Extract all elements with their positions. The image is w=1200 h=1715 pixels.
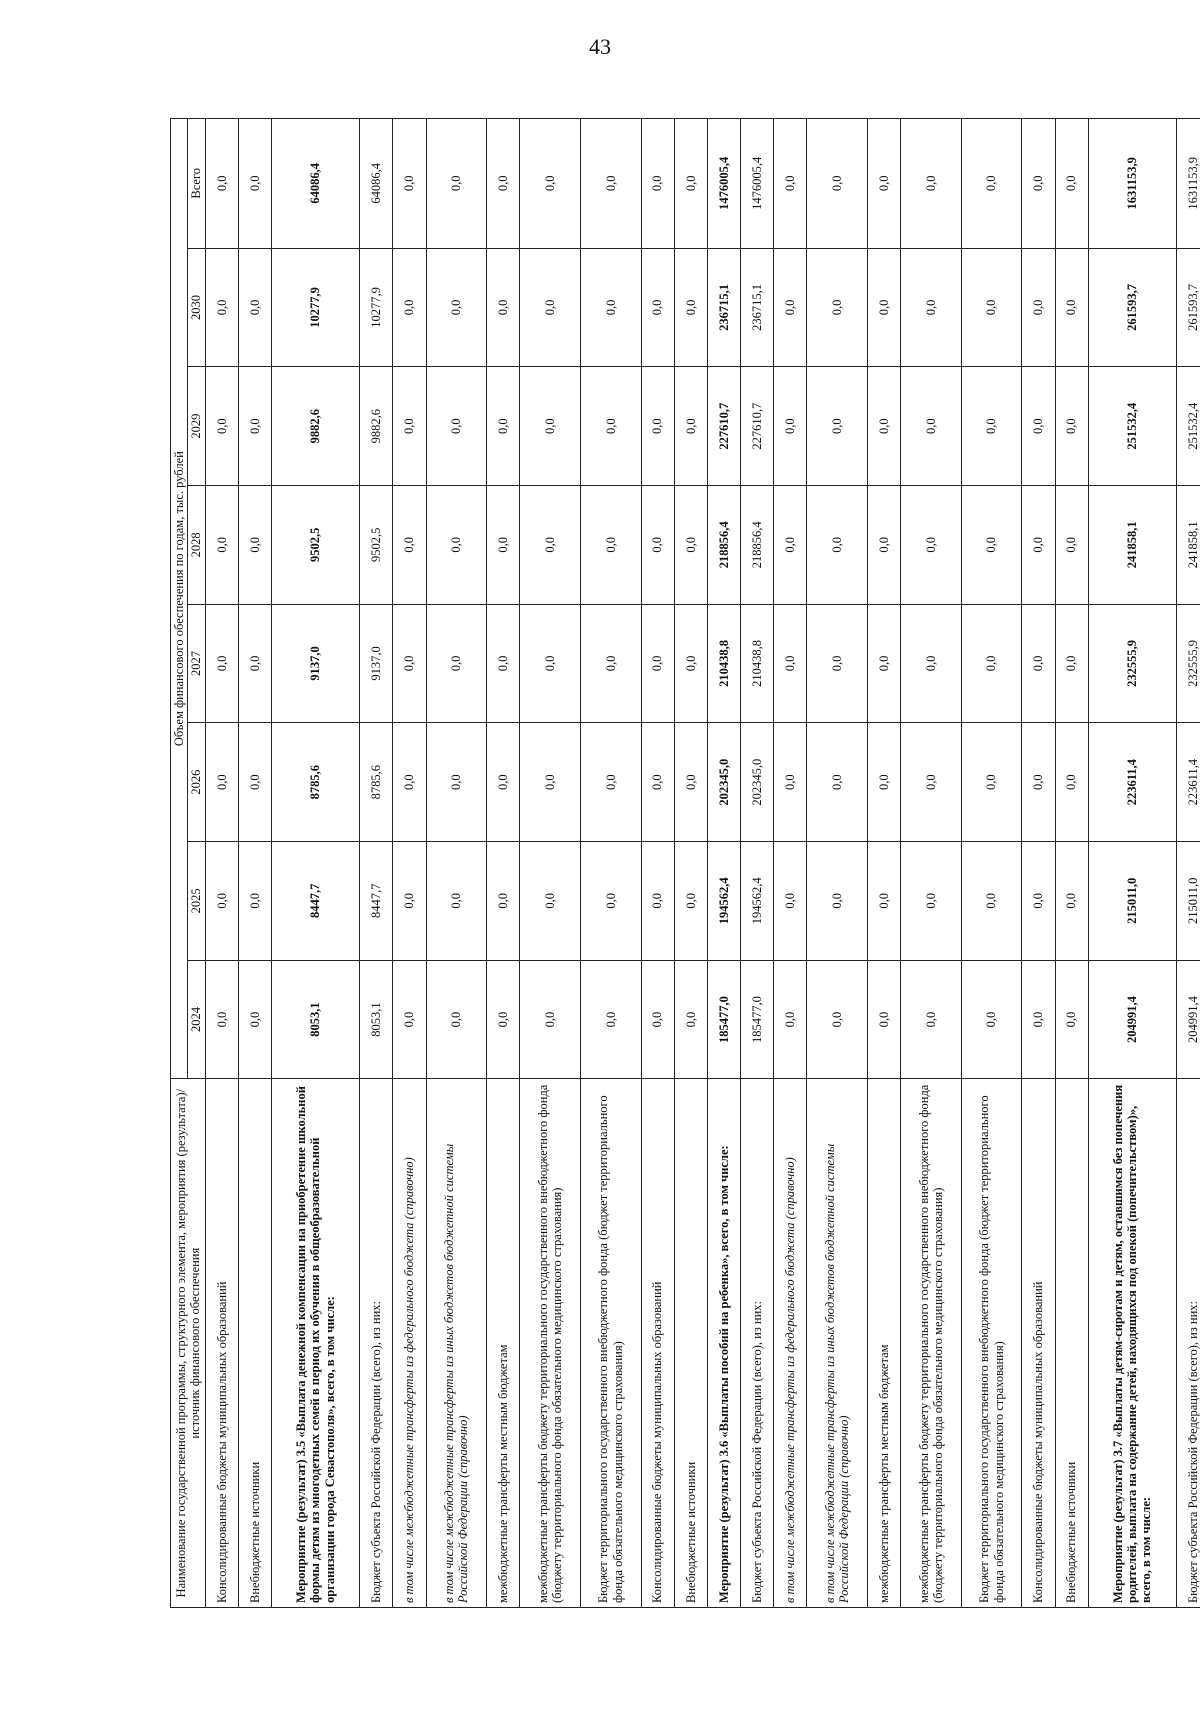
row-label: Консолидированные бюджеты муниципальных образований xyxy=(1022,1079,1055,1608)
row-value-cell: 10277,9 xyxy=(272,248,360,367)
row-total-cell: 0,0 xyxy=(426,119,487,249)
row-value-cell: 241858,1 xyxy=(1176,485,1200,604)
row-value-cell: 223611,4 xyxy=(1088,723,1176,842)
table-row xyxy=(707,119,740,1608)
row-label: Консолидированные бюджеты муниципальных образований xyxy=(641,1079,674,1608)
row-value-cell: 204991,4 xyxy=(1176,960,1200,1079)
row-total-cell: 0,0 xyxy=(774,119,807,249)
row-label: Мероприятие (результат) 3.5 «Выплата денежной компенсации на приобретение школьной формы детям из многодетных семей в период их обучения в общеобразовательной организации города Севастополя», всего, в том числе: xyxy=(272,1079,360,1608)
row-total-cell: 0,0 xyxy=(1055,119,1088,249)
row-value-cell: 210438,8 xyxy=(707,604,740,723)
row-value-cell: 0,0 xyxy=(867,841,900,960)
row-value-cell: 0,0 xyxy=(238,485,271,604)
row-value-cell: 8785,6 xyxy=(272,723,360,842)
row-total-cell: 0,0 xyxy=(807,119,868,249)
table-row xyxy=(426,119,487,1608)
row-value-cell: 0,0 xyxy=(520,485,581,604)
financing-table-frame xyxy=(170,118,1200,1608)
row-value-cell: 0,0 xyxy=(901,723,962,842)
row-value-cell: 0,0 xyxy=(674,248,707,367)
row-value-cell: 0,0 xyxy=(393,367,426,486)
row-value-cell: 0,0 xyxy=(426,485,487,604)
table-row xyxy=(1088,119,1176,1608)
row-value-cell: 0,0 xyxy=(901,367,962,486)
header-year: 2027 xyxy=(188,604,205,723)
row-label: межбюджетные трансферты местным бюджетам xyxy=(867,1079,900,1608)
row-value-cell: 0,0 xyxy=(674,485,707,604)
row-value-cell: 0,0 xyxy=(487,960,520,1079)
row-value-cell: 0,0 xyxy=(674,723,707,842)
row-value-cell: 0,0 xyxy=(487,367,520,486)
table-row xyxy=(580,119,641,1608)
row-value-cell: 194562,4 xyxy=(707,841,740,960)
table-row xyxy=(901,119,962,1608)
row-value-cell: 0,0 xyxy=(205,248,238,367)
row-value-cell: 10277,9 xyxy=(360,248,393,367)
row-value-cell: 0,0 xyxy=(961,248,1022,367)
header-year: 2029 xyxy=(188,367,205,486)
row-label: Внебюджетные источники xyxy=(238,1079,271,1608)
row-value-cell: 0,0 xyxy=(520,841,581,960)
row-value-cell: 0,0 xyxy=(487,248,520,367)
table-row xyxy=(641,119,674,1608)
table-row xyxy=(961,119,1022,1608)
row-value-cell: 0,0 xyxy=(961,723,1022,842)
row-value-cell: 202345,0 xyxy=(707,723,740,842)
page-number: 43 xyxy=(589,34,611,59)
row-value-cell: 0,0 xyxy=(487,485,520,604)
row-value-cell: 218856,4 xyxy=(707,485,740,604)
row-value-cell: 0,0 xyxy=(961,367,1022,486)
row-value-cell: 0,0 xyxy=(580,248,641,367)
row-value-cell: 194562,4 xyxy=(741,841,774,960)
row-total-cell: 0,0 xyxy=(867,119,900,249)
row-value-cell: 223611,4 xyxy=(1176,723,1200,842)
header-year: 2024 xyxy=(188,960,205,1079)
row-total-cell: 0,0 xyxy=(238,119,271,249)
row-value-cell: 261593,7 xyxy=(1176,248,1200,367)
row-value-cell: 0,0 xyxy=(807,841,868,960)
row-total-cell: 0,0 xyxy=(520,119,581,249)
row-value-cell: 0,0 xyxy=(487,841,520,960)
row-value-cell: 0,0 xyxy=(393,723,426,842)
row-label: Внебюджетные источники xyxy=(1055,1079,1088,1608)
row-value-cell: 0,0 xyxy=(1055,248,1088,367)
row-label: в том числе межбюджетные трансферты из иных бюджетов бюджетной системы Российской Федерации (справочно) xyxy=(426,1079,487,1608)
row-value-cell: 0,0 xyxy=(520,960,581,1079)
row-label: Бюджет территориального государственного внебюджетного фонда (бюджет территориального фонда обязательного медицинского страхования) xyxy=(961,1079,1022,1608)
row-value-cell: 0,0 xyxy=(205,723,238,842)
row-value-cell: 0,0 xyxy=(238,604,271,723)
header-volume-group: Объем финансового обеспечения по годам, тыс. рублей xyxy=(171,119,188,1079)
table-row xyxy=(1022,119,1055,1608)
row-value-cell: 236715,1 xyxy=(707,248,740,367)
row-label: Бюджет субъекта Российской Федерации (всего), из них: xyxy=(1176,1079,1200,1608)
row-value-cell: 0,0 xyxy=(807,960,868,1079)
row-value-cell: 0,0 xyxy=(1022,841,1055,960)
row-value-cell: 0,0 xyxy=(205,604,238,723)
row-total-cell: 0,0 xyxy=(393,119,426,249)
row-value-cell: 227610,7 xyxy=(707,367,740,486)
row-value-cell: 0,0 xyxy=(238,841,271,960)
row-value-cell: 241858,1 xyxy=(1088,485,1176,604)
row-value-cell: 0,0 xyxy=(901,604,962,723)
row-value-cell: 0,0 xyxy=(1055,841,1088,960)
row-value-cell: 0,0 xyxy=(238,248,271,367)
row-value-cell: 0,0 xyxy=(1022,960,1055,1079)
row-value-cell: 0,0 xyxy=(961,960,1022,1079)
row-value-cell: 0,0 xyxy=(641,367,674,486)
row-value-cell: 0,0 xyxy=(961,604,1022,723)
row-label: межбюджетные трансферты бюджету территориального государственного внебюджетного фонда (бюджету территориального фонда обязательного медицинского страхования) xyxy=(901,1079,962,1608)
row-total-cell: 0,0 xyxy=(1022,119,1055,249)
row-value-cell: 0,0 xyxy=(393,604,426,723)
row-value-cell: 0,0 xyxy=(867,367,900,486)
row-label: в том числе межбюджетные трансферты из иных бюджетов бюджетной системы Российской Федерации (справочно) xyxy=(807,1079,868,1608)
row-value-cell: 0,0 xyxy=(774,248,807,367)
row-total-cell: 1631153,9 xyxy=(1088,119,1176,249)
row-value-cell: 0,0 xyxy=(580,723,641,842)
row-value-cell: 0,0 xyxy=(426,248,487,367)
row-value-cell: 0,0 xyxy=(867,960,900,1079)
row-value-cell: 251532,4 xyxy=(1176,367,1200,486)
row-label: Консолидированные бюджеты муниципальных образований xyxy=(205,1079,238,1608)
row-value-cell: 0,0 xyxy=(867,485,900,604)
table-row xyxy=(520,119,581,1608)
row-value-cell: 0,0 xyxy=(393,960,426,1079)
row-value-cell: 0,0 xyxy=(1022,485,1055,604)
header-year: 2025 xyxy=(188,841,205,960)
financing-table xyxy=(170,118,1200,1608)
row-label: в том числе межбюджетные трансферты из федерального бюджета (справочно) xyxy=(393,1079,426,1608)
row-total-cell: 0,0 xyxy=(487,119,520,249)
table-row xyxy=(807,119,868,1608)
table-row xyxy=(1055,119,1088,1608)
row-value-cell: 0,0 xyxy=(1055,604,1088,723)
row-value-cell: 0,0 xyxy=(961,841,1022,960)
row-value-cell: 0,0 xyxy=(867,723,900,842)
row-value-cell: 0,0 xyxy=(1055,367,1088,486)
row-value-cell: 0,0 xyxy=(774,841,807,960)
row-value-cell: 0,0 xyxy=(867,248,900,367)
row-value-cell: 0,0 xyxy=(393,485,426,604)
row-total-cell: 0,0 xyxy=(961,119,1022,249)
row-value-cell: 0,0 xyxy=(641,604,674,723)
row-value-cell: 0,0 xyxy=(1055,485,1088,604)
row-value-cell: 0,0 xyxy=(774,960,807,1079)
row-value-cell: 0,0 xyxy=(901,485,962,604)
row-value-cell: 232555,9 xyxy=(1176,604,1200,723)
row-label: Мероприятие (результат) 3.7 «Выплаты детям-сиротам и детям, оставшимся без попечения родителей, выплата на содержание детей, находящихся под опекой (попечительством)», всего, в том числе: xyxy=(1088,1079,1176,1608)
row-value-cell: 0,0 xyxy=(867,604,900,723)
row-value-cell: 261593,7 xyxy=(1088,248,1176,367)
row-value-cell: 218856,4 xyxy=(741,485,774,604)
row-value-cell: 0,0 xyxy=(238,367,271,486)
row-value-cell: 251532,4 xyxy=(1088,367,1176,486)
table-row xyxy=(360,119,393,1608)
row-value-cell: 0,0 xyxy=(580,485,641,604)
row-value-cell: 0,0 xyxy=(674,367,707,486)
row-value-cell: 0,0 xyxy=(774,604,807,723)
row-label: межбюджетные трансферты бюджету территориального государственного внебюджетного фонда (бюджету территориального фонда обязательного медицинского страхования) xyxy=(520,1079,581,1608)
row-total-cell: 0,0 xyxy=(641,119,674,249)
row-value-cell: 8053,1 xyxy=(272,960,360,1079)
row-value-cell: 0,0 xyxy=(807,248,868,367)
table-row xyxy=(741,119,774,1608)
row-total-cell: 1631153,9 xyxy=(1176,119,1200,249)
row-total-cell: 64086,4 xyxy=(272,119,360,249)
row-value-cell: 0,0 xyxy=(580,367,641,486)
row-label: Бюджет территориального государственного внебюджетного фонда (бюджет территориального фонда обязательного медицинского страхования) xyxy=(580,1079,641,1608)
row-value-cell: 215011,0 xyxy=(1088,841,1176,960)
row-value-cell: 0,0 xyxy=(426,604,487,723)
row-label: Бюджет субъекта Российской Федерации (всего), из них: xyxy=(741,1079,774,1608)
row-value-cell: 0,0 xyxy=(205,485,238,604)
row-value-cell: 9502,5 xyxy=(272,485,360,604)
row-value-cell: 210438,8 xyxy=(741,604,774,723)
row-value-cell: 0,0 xyxy=(393,841,426,960)
row-value-cell: 0,0 xyxy=(774,723,807,842)
row-label: в том числе межбюджетные трансферты из федерального бюджета (справочно) xyxy=(774,1079,807,1608)
row-value-cell: 9882,6 xyxy=(360,367,393,486)
row-value-cell: 0,0 xyxy=(807,604,868,723)
row-value-cell: 0,0 xyxy=(807,723,868,842)
rotated-table-container xyxy=(170,118,1200,1608)
row-value-cell: 0,0 xyxy=(674,960,707,1079)
row-value-cell: 227610,7 xyxy=(741,367,774,486)
row-value-cell: 0,0 xyxy=(674,604,707,723)
row-value-cell: 0,0 xyxy=(774,367,807,486)
row-value-cell: 0,0 xyxy=(426,841,487,960)
table-row xyxy=(1176,119,1200,1608)
row-label: межбюджетные трансферты местным бюджетам xyxy=(487,1079,520,1608)
row-label: Внебюджетные источники xyxy=(674,1079,707,1608)
row-value-cell: 202345,0 xyxy=(741,723,774,842)
table-row xyxy=(774,119,807,1608)
table-body xyxy=(205,119,1200,1608)
row-value-cell: 0,0 xyxy=(774,485,807,604)
row-value-cell: 8447,7 xyxy=(272,841,360,960)
row-value-cell: 0,0 xyxy=(641,485,674,604)
row-value-cell: 0,0 xyxy=(901,248,962,367)
table-row xyxy=(487,119,520,1608)
row-value-cell: 0,0 xyxy=(1055,723,1088,842)
row-value-cell: 0,0 xyxy=(426,960,487,1079)
header-year: 2030 xyxy=(188,248,205,367)
row-value-cell: 0,0 xyxy=(426,367,487,486)
row-value-cell: 0,0 xyxy=(641,841,674,960)
row-total-cell: 0,0 xyxy=(901,119,962,249)
row-value-cell: 9882,6 xyxy=(272,367,360,486)
row-value-cell: 204991,4 xyxy=(1088,960,1176,1079)
row-value-cell: 0,0 xyxy=(393,248,426,367)
row-value-cell: 215011,0 xyxy=(1176,841,1200,960)
row-total-cell: 64086,4 xyxy=(360,119,393,249)
row-total-cell: 0,0 xyxy=(205,119,238,249)
row-total-cell: 1476005,4 xyxy=(741,119,774,249)
row-total-cell: 0,0 xyxy=(580,119,641,249)
row-value-cell: 0,0 xyxy=(205,841,238,960)
row-label: Бюджет субъекта Российской Федерации (всего), из них: xyxy=(360,1079,393,1608)
row-value-cell: 0,0 xyxy=(901,841,962,960)
row-value-cell: 0,0 xyxy=(580,960,641,1079)
header-row-1 xyxy=(171,119,188,1608)
row-value-cell: 0,0 xyxy=(1022,248,1055,367)
table-row xyxy=(674,119,707,1608)
row-value-cell: 0,0 xyxy=(807,367,868,486)
row-value-cell: 0,0 xyxy=(520,367,581,486)
header-total: Всего xyxy=(188,119,205,249)
row-value-cell: 0,0 xyxy=(238,723,271,842)
row-value-cell: 9502,5 xyxy=(360,485,393,604)
row-value-cell: 0,0 xyxy=(205,960,238,1079)
header-year: 2028 xyxy=(188,485,205,604)
row-label: Мероприятие (результат) 3.6 «Выплаты пособий на ребенка», всего, в том числе: xyxy=(707,1079,740,1608)
row-value-cell: 0,0 xyxy=(238,960,271,1079)
row-value-cell: 0,0 xyxy=(520,248,581,367)
row-value-cell: 0,0 xyxy=(1022,367,1055,486)
row-value-cell: 0,0 xyxy=(807,485,868,604)
row-value-cell: 0,0 xyxy=(674,841,707,960)
row-value-cell: 232555,9 xyxy=(1088,604,1176,723)
row-value-cell: 0,0 xyxy=(901,960,962,1079)
row-value-cell: 0,0 xyxy=(961,485,1022,604)
row-value-cell: 0,0 xyxy=(520,723,581,842)
table-row xyxy=(205,119,238,1608)
row-value-cell: 0,0 xyxy=(1022,723,1055,842)
header-year: 2026 xyxy=(188,723,205,842)
row-total-cell: 0,0 xyxy=(674,119,707,249)
row-value-cell: 185477,0 xyxy=(707,960,740,1079)
row-value-cell: 0,0 xyxy=(641,960,674,1079)
row-value-cell: 0,0 xyxy=(580,841,641,960)
row-value-cell: 0,0 xyxy=(487,723,520,842)
table-row xyxy=(238,119,271,1608)
row-value-cell: 0,0 xyxy=(426,723,487,842)
row-value-cell: 0,0 xyxy=(641,248,674,367)
row-value-cell: 0,0 xyxy=(580,604,641,723)
row-value-cell: 8053,1 xyxy=(360,960,393,1079)
row-value-cell: 0,0 xyxy=(520,604,581,723)
row-total-cell: 1476005,4 xyxy=(707,119,740,249)
table-row xyxy=(393,119,426,1608)
header-name-column: Наименование государственной программы, структурного элемента, мероприятия (результата)/источник финансового обеспечения xyxy=(171,1079,206,1608)
row-value-cell: 236715,1 xyxy=(741,248,774,367)
row-value-cell: 0,0 xyxy=(487,604,520,723)
row-value-cell: 0,0 xyxy=(205,367,238,486)
row-value-cell: 0,0 xyxy=(641,723,674,842)
row-value-cell: 0,0 xyxy=(1022,604,1055,723)
row-value-cell: 185477,0 xyxy=(741,960,774,1079)
row-value-cell: 9137,0 xyxy=(272,604,360,723)
row-value-cell: 8447,7 xyxy=(360,841,393,960)
row-value-cell: 0,0 xyxy=(1055,960,1088,1079)
table-row xyxy=(867,119,900,1608)
row-value-cell: 9137,0 xyxy=(360,604,393,723)
row-value-cell: 8785,6 xyxy=(360,723,393,842)
table-row xyxy=(272,119,360,1608)
